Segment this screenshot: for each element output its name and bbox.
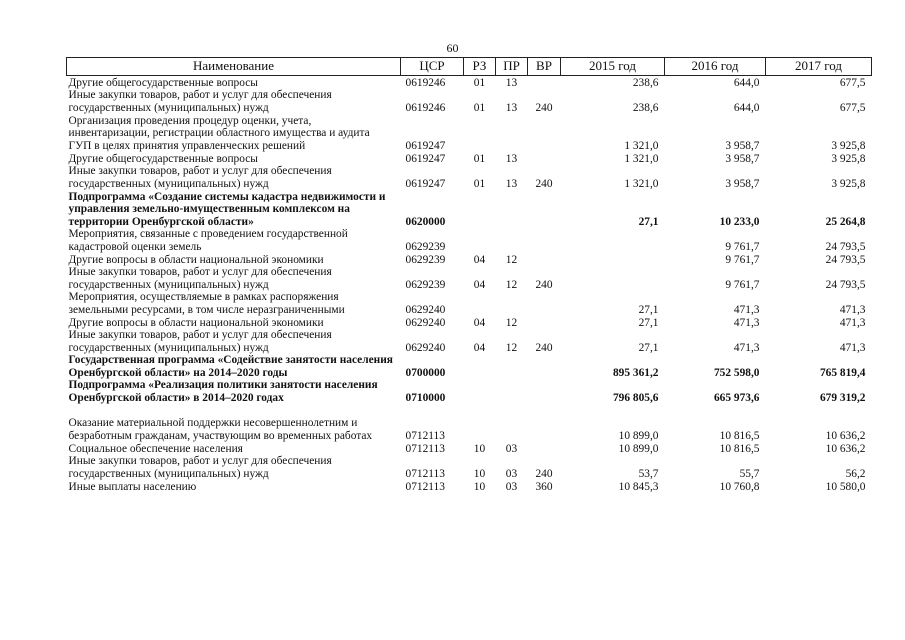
cell-year-2017: 24 793,5 [825,240,866,253]
cell-rz [464,114,496,152]
cell-year-2015: 796 805,6 [612,391,659,404]
cell-year-2015: 238,6 [632,76,659,89]
header-year-2017: 2017 год [766,58,872,76]
cell-pr: 12 [505,316,518,329]
cell-year-2017: 677,5 [839,101,866,114]
cell-year-2015: 27,1 [638,316,659,329]
table-row [67,152,872,165]
cell-name: Иные закупки товаров, работ и услуг для обеспечения государственных (муниципальных) нужд [68,329,332,354]
cell-year-2016: 10 760,8 [719,480,760,493]
cell-csr: 0629239 [405,253,446,266]
table-row [67,379,872,404]
cell-pr [496,291,528,316]
cell-year-2017: 25 264,8 [825,215,866,228]
table-row [67,442,872,455]
cell-vr: 240 [535,278,553,291]
cell-csr: 0700000 [405,366,446,379]
cell-year-2017: 56,2 [845,467,866,480]
cell-year-2016: 9 761,7 [725,253,760,266]
cell-pr: 12 [505,341,518,354]
cell-year-2016: 9 761,7 [725,240,760,253]
cell-year-2017: 10 580,0 [825,480,866,493]
cell-rz: 01 [473,101,486,114]
header-year-2015: 2015 год [561,58,665,76]
cell-year-2016: 10 816,5 [719,429,760,442]
cell-year-2016: 3 958,7 [725,152,760,165]
cell-rz: 10 [473,467,486,480]
cell-year-2015: 10 845,3 [618,480,659,493]
cell-vr [528,152,561,165]
cell-year-2016: 55,7 [739,467,760,480]
budget-table [66,57,872,493]
cell-csr: 0710000 [405,391,446,404]
page-number: 60 [446,41,459,55]
cell-rz: 10 [473,442,486,455]
cell-csr: 0619247 [405,152,446,165]
cell-vr [528,291,561,316]
cell-year-2016: 665 973,6 [713,391,760,404]
cell-vr [528,404,561,442]
cell-year-2015: 53,7 [638,467,659,480]
cell-year-2017: 10 636,2 [825,429,866,442]
cell-year-2017: 471,3 [839,303,866,316]
cell-pr: 12 [505,278,518,291]
cell-name: Иные закупки товаров, работ и услуг для обеспечения государственных (муниципальных) нужд [68,455,332,480]
table-row [67,455,872,480]
cell-csr: 0619247 [405,139,446,152]
cell-rz: 04 [473,253,486,266]
cell-name: Другие общегосударственные вопросы [68,76,258,89]
table-row [67,354,872,379]
cell-csr: 0619246 [405,101,446,114]
cell-name: Оказание материальной поддержки несовершеннолетним и безработным гражданам, участвующим во временных работах [68,417,373,442]
table-row [67,266,872,291]
cell-vr [528,76,561,90]
cell-csr: 0712113 [405,442,445,455]
cell-pr [496,379,528,404]
cell-name: Иные закупки товаров, работ и услуг для обеспечения государственных (муниципальных) нужд [68,89,332,114]
cell-year-2017: 24 793,5 [825,278,866,291]
header-year-2016: 2016 год [665,58,766,76]
cell-rz [464,228,496,253]
cell-csr: 0620000 [405,215,446,228]
cell-pr: 12 [505,253,518,266]
cell-year-2016: 644,0 [733,101,760,114]
cell-year-2016: 10 816,5 [719,442,760,455]
cell-year-2017: 3 925,8 [831,152,866,165]
cell-rz: 01 [473,152,486,165]
cell-year-2015 [561,253,665,266]
cell-rz: 04 [473,316,486,329]
cell-csr: 0619247 [405,177,446,190]
cell-rz [464,404,496,442]
cell-year-2015 [561,228,665,253]
cell-vr [528,316,561,329]
table-row [67,190,872,228]
table-row [67,253,872,266]
cell-pr [496,228,528,253]
cell-rz [464,379,496,404]
cell-csr: 0712113 [405,467,445,480]
cell-year-2015: 27,1 [638,303,659,316]
cell-name: Иные закупки товаров, работ и услуг для обеспечения государственных (муниципальных) нужд [68,165,332,190]
cell-csr: 0619246 [405,76,446,89]
cell-name: Другие вопросы в области национальной экономики [68,316,324,329]
cell-pr: 03 [505,480,518,493]
cell-csr: 0629239 [405,240,446,253]
cell-year-2017: 471,3 [839,341,866,354]
cell-vr [528,190,561,228]
cell-year-2015: 1 321,0 [624,139,659,152]
table-row [67,114,872,152]
cell-year-2016: 644,0 [733,76,760,89]
cell-year-2016: 471,3 [733,341,760,354]
table-row [67,89,872,114]
cell-name: Иные выплаты населению [68,480,197,493]
table-row [67,329,872,354]
cell-name: Организация проведения процедур оценки, учета, инвентаризации, регистрации областного имущества и аудита ГУП в целях принятия управленческих решений [68,114,370,152]
cell-year-2017: 24 793,5 [825,253,866,266]
cell-csr: 0712113 [405,480,445,493]
cell-name: Подпрограмма «Реализация политики занятости населения Оренбургской области» в 2014–2020 годах [68,379,378,404]
cell-csr: 0629240 [405,316,446,329]
cell-csr: 0629240 [405,341,446,354]
cell-pr: 13 [505,101,518,114]
cell-year-2016: 752 598,0 [713,366,760,379]
cell-year-2015: 238,6 [632,101,659,114]
cell-vr [528,442,561,455]
cell-year-2017: 765 819,4 [819,366,866,379]
cell-vr: 240 [535,467,553,480]
header-csr: ЦСР [401,58,464,76]
cell-name: Социальное обеспечение населения [68,442,243,455]
cell-vr [528,253,561,266]
table-row [67,76,872,90]
cell-pr: 03 [505,442,518,455]
cell-name: Мероприятия, связанные с проведением государственной кадастровой оценки земель [68,228,348,253]
cell-year-2015: 10 899,0 [618,442,659,455]
cell-rz: 01 [473,177,486,190]
cell-csr: 0629240 [405,303,446,316]
cell-year-2015 [561,266,665,291]
cell-rz [464,354,496,379]
cell-year-2017: 10 636,2 [825,442,866,455]
cell-year-2017: 3 925,8 [831,177,866,190]
cell-csr: 0712113 [405,429,445,442]
cell-year-2015: 1 321,0 [624,152,659,165]
cell-pr [496,354,528,379]
table-row [67,480,872,493]
cell-year-2015: 27,1 [638,215,659,228]
header-vr: ВР [528,58,561,76]
cell-pr [496,190,528,228]
cell-year-2015: 895 361,2 [612,366,659,379]
cell-rz [464,190,496,228]
cell-name: Государственная программа «Содействие занятости населения Оренбургской области» на 2014–2020 годы [68,354,393,379]
cell-year-2017: 677,5 [839,76,866,89]
cell-year-2017: 679 319,2 [819,391,866,404]
table-row [67,291,872,316]
cell-year-2017: 3 925,8 [831,139,866,152]
cell-rz [464,291,496,316]
cell-pr [496,114,528,152]
cell-name: Другие общегосударственные вопросы [68,152,258,165]
cell-year-2015: 1 321,0 [624,177,659,190]
table-row [67,165,872,190]
cell-year-2017: 471,3 [839,316,866,329]
cell-vr: 360 [535,480,553,493]
cell-vr [528,114,561,152]
cell-pr: 03 [505,467,518,480]
header-pr: ПР [496,58,528,76]
cell-pr: 13 [505,76,518,89]
cell-name: Иные закупки товаров, работ и услуг для обеспечения государственных (муниципальных) нужд [68,266,332,291]
cell-year-2016: 9 761,7 [725,278,760,291]
cell-pr [496,404,528,442]
cell-name: Мероприятия, осуществляемые в рамках распоряжения земельными ресурсами, в том числе неразграниченными [68,291,345,316]
cell-year-2016: 10 233,0 [719,215,760,228]
cell-year-2016: 3 958,7 [725,177,760,190]
cell-name: Другие вопросы в области национальной экономики [68,253,324,266]
cell-rz: 01 [473,76,486,89]
cell-year-2016: 3 958,7 [725,139,760,152]
cell-year-2016: 471,3 [733,316,760,329]
table-row [67,316,872,329]
cell-pr: 13 [505,152,518,165]
cell-vr: 240 [535,177,553,190]
cell-vr [528,379,561,404]
table-row [67,404,872,442]
cell-csr: 0629239 [405,278,446,291]
header-rz: РЗ [464,58,496,76]
cell-year-2015: 27,1 [638,341,659,354]
cell-vr: 240 [535,341,553,354]
cell-rz: 04 [473,341,486,354]
cell-vr [528,228,561,253]
table-row [67,228,872,253]
cell-rz: 04 [473,278,486,291]
cell-vr: 240 [535,101,553,114]
header-name: Наименование [67,58,401,76]
table-body [67,76,872,494]
cell-pr: 13 [505,177,518,190]
cell-vr [528,354,561,379]
cell-name: Подпрограмма «Создание системы кадастра недвижимости и управления земельно-имущественным комплексом на территории Оренбургской области» [68,190,386,228]
cell-year-2016: 471,3 [733,303,760,316]
cell-rz: 10 [473,480,486,493]
cell-year-2015: 10 899,0 [618,429,659,442]
table-header-row [67,58,872,76]
